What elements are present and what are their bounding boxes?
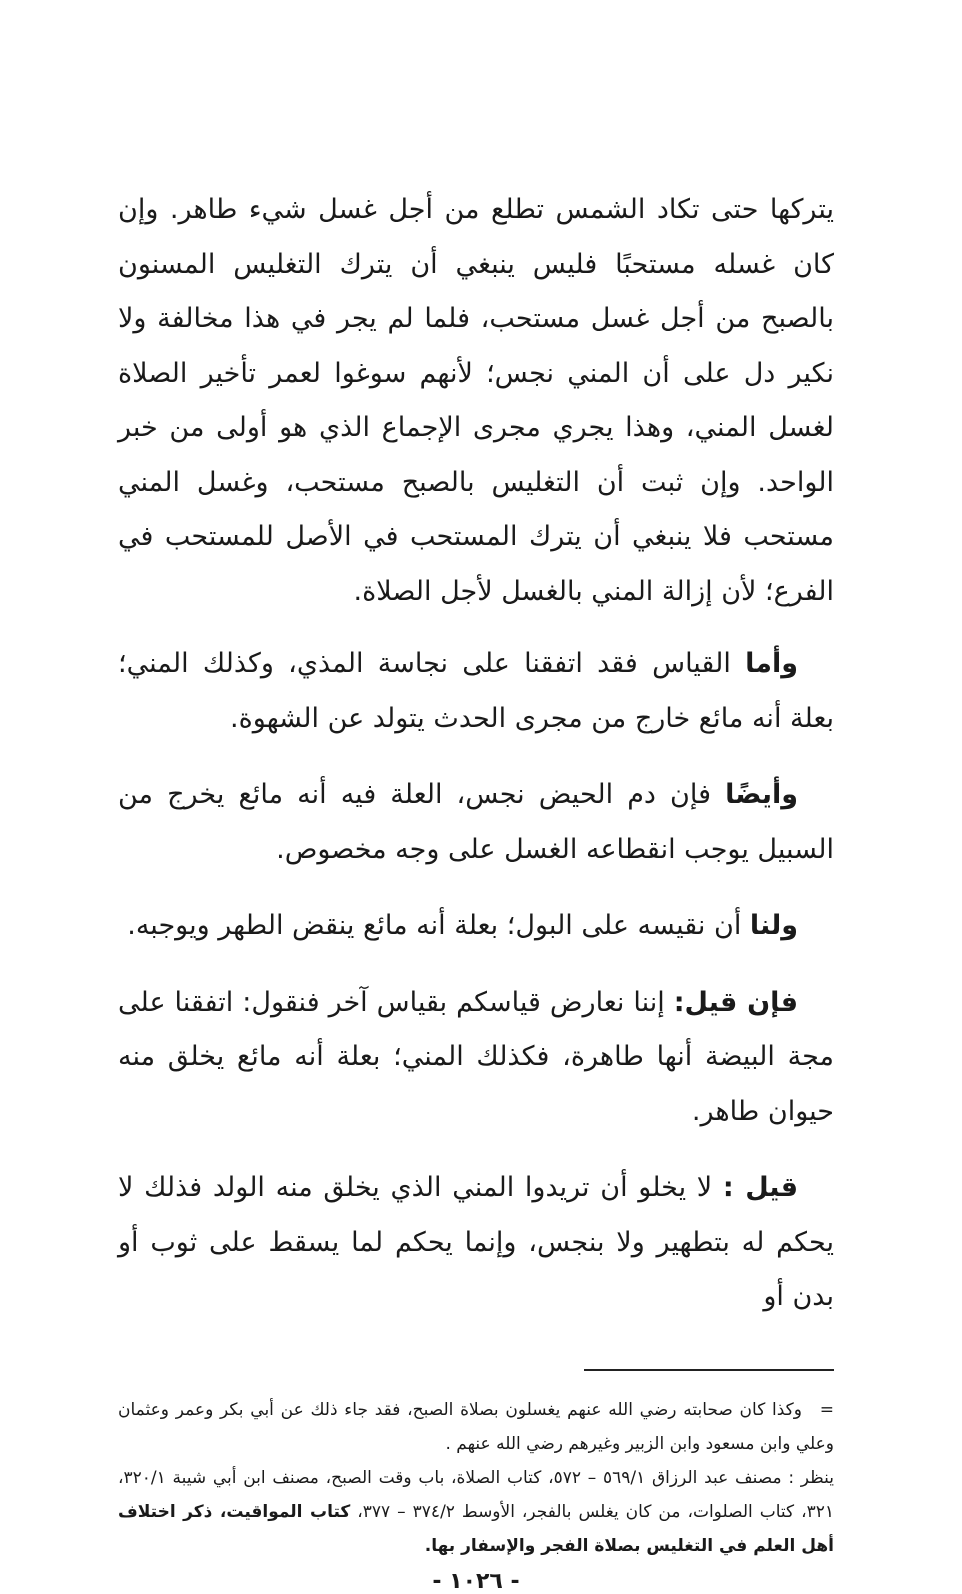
paragraph-3-text: فإن دم الحيض نجس، العلة فيه أنه مائع يخرج من السبيل يوجب انقطاعه الغسل على وجه مخصوص. [118, 779, 834, 865]
paragraph-4-text: أن نقيسه على البول؛ بعلة أنه مائع ينقض الطهر ويوجبه. [127, 910, 750, 941]
footnote-line-1 [118, 1393, 834, 1461]
paragraph-2-text: القياس فقد اتفقنا على نجاسة المذي، وكذلك المني؛ بعلة أنه مائع خارج من مجرى الحدث يتولد عن الشهوة. [118, 648, 834, 734]
paragraph-2-lead: وأما [745, 648, 798, 679]
paragraph-6 [118, 1161, 834, 1325]
footnote-line-2 [118, 1461, 834, 1563]
paragraph-3 [118, 768, 834, 877]
footnote-line-2-bold: كتاب المواقيت، ذكر اختلاف أهل العلم في التغليس بصلاة الفجر والإسفار بها. [118, 1501, 834, 1556]
paragraph-6-lead: قيل : [722, 1172, 799, 1203]
paragraph-6-text: لا يخلو أن تريدوا المني الذي يخلق منه الولد فذلك لا يحكم له بتطهير ولا بنجس، وإنما يحكم لما يسقط على ثوب أو بدن أو [118, 1172, 834, 1312]
paragraph-3-lead: وأيضًا [725, 779, 798, 810]
paragraph-5 [118, 976, 834, 1140]
footnotes [118, 1393, 834, 1563]
footnote-marker: = [819, 1399, 834, 1420]
paragraph-1: يتركها حتى تكاد الشمس تطلع من أجل غسل شيء طاهر. وإن كان غسله مستحبًا فليس ينبغي أن يترك التغليس المسنون بالصبح من أجل غسل مستحب، فلما لم يجر في هذا مخالفة ولا نكير دل على أن المني نجس؛ لأنهم سوغوا لعمر تأخير الصلاة لغسل المني، وهذا يجري مجرى الإجماع الذي هو أولى من خبر الواحد. وإن ثبت أن التغليس بالصبح مستحب، وغسل المني مستحب فلا ينبغي أن يترك المستحب في الأصل للمستحب في الفرع؛ لأن إزالة المني بالغسل لأجل الصلاة. [118, 194, 834, 607]
footnote-line-2-text: ينظر : مصنف عبد الرزاق ٥٦٩/١ – ٥٧٢، كتاب الصلاة، باب وقت الصبح، مصنف ابن أبي شيبة ٣٢٠/١، ٣٢١، كتاب الصلوات، من كان يغلس بالفجر، الأوسط ٣٧٤/٢ – ٣٧٧، [118, 1467, 835, 1522]
paragraph-5-lead: فإن قيل: [673, 986, 798, 1018]
main-text [118, 183, 834, 1325]
footnote-separator [584, 1369, 834, 1371]
page-number: - ١٠٢٦ - [432, 1568, 520, 1594]
paragraph-4-lead: ولنا [749, 910, 798, 941]
paragraph-4 [118, 899, 834, 954]
footnote-line-1-text: وكذا كان صحابته رضي الله عنهم يغسلون بصلاة الصبح، فقد جاء ذلك عن أبي بكر وعمر وعثمان وعلي وابن مسعود وابن الزبير وغيرهم رضي الله عنهم . [118, 1399, 834, 1454]
paragraph-5-text: إننا نعارض قياسكم بقياس آخر فنقول: اتفقنا على مجة البيضة أنها طاهرة، فكذلك المني؛ بعلة أنه مائع يخلق منه حيوان طاهر. [118, 986, 834, 1127]
paragraph-2 [118, 637, 834, 746]
